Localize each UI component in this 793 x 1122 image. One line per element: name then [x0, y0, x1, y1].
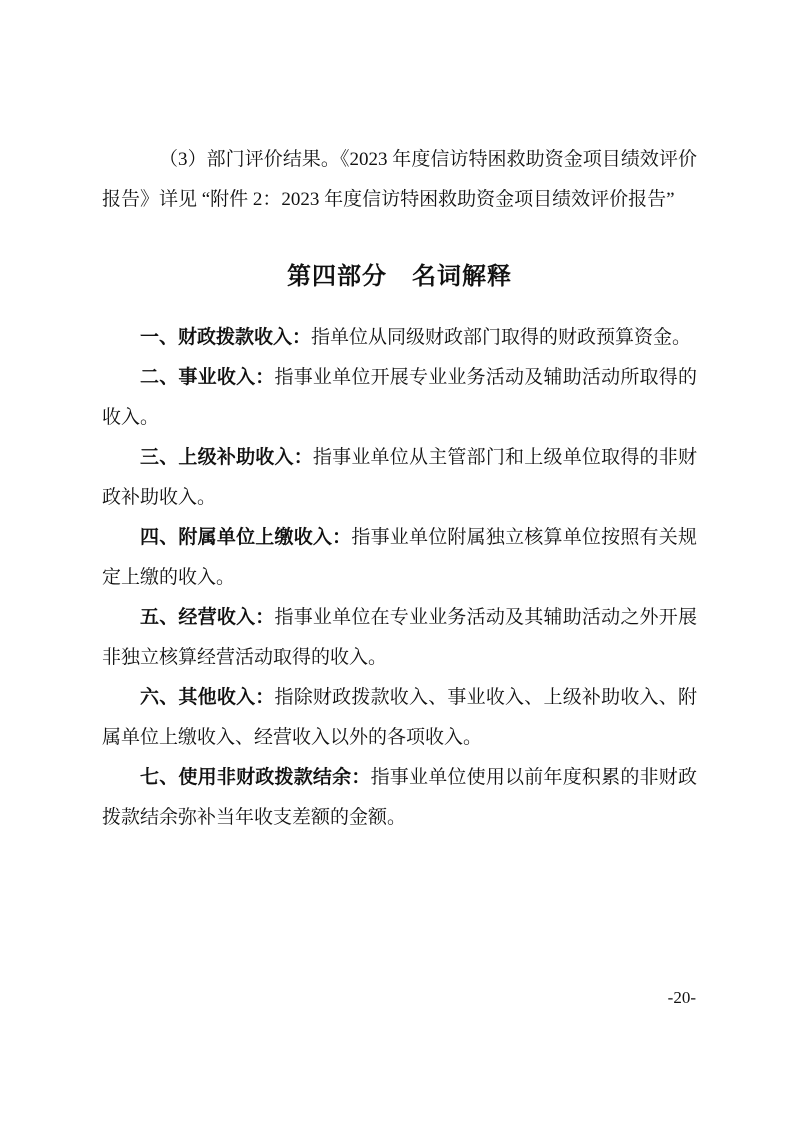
- section-heading: 第四部分 名词解释: [287, 263, 512, 290]
- term-name: 四、附属单位上缴收入：: [140, 527, 352, 548]
- term-item-3: [102, 438, 697, 518]
- term-item-1: [102, 318, 697, 358]
- term-definition: 指事业单位在专业业务活动及其辅助活动之外开展非独立核算经营活动取得的收入。: [102, 607, 697, 668]
- term-name: 五、经营收入：: [140, 607, 275, 628]
- term-name: 二、事业收入：: [140, 367, 275, 388]
- term-definition: 指除财政拨款收入、事业收入、上级补助收入、附属单位上缴收入、经营收入以外的各项收入。: [102, 687, 697, 748]
- term-name: 三、上级补助收入：: [140, 447, 313, 468]
- term-name: 七、使用非财政拨款结余：: [140, 767, 371, 788]
- term-item-2: [102, 358, 697, 438]
- terms-list: [102, 318, 697, 838]
- term-definition: 指单位从同级财政部门取得的财政预算资金。: [311, 327, 692, 348]
- term-item-6: [102, 678, 697, 758]
- term-definition: 指事业单位从主管部门和上级单位取得的非财政补助收入。: [102, 447, 697, 508]
- page-content: [102, 0, 697, 838]
- term-name: 一、财政拨款收入：: [140, 327, 312, 348]
- term-definition: 指事业单位附属独立核算单位按照有关规定上缴的收入。: [102, 527, 697, 588]
- term-definition: 指事业单位使用以前年度积累的非财政拨款结余弥补当年收支差额的金额。: [102, 767, 697, 828]
- term-item-7: [102, 758, 697, 838]
- term-definition: 指事业单位开展专业业务活动及辅助活动所取得的收入。: [102, 367, 697, 428]
- term-name: 六、其他收入：: [140, 687, 275, 708]
- page-number: -20-: [667, 988, 696, 1007]
- term-item-4: [102, 518, 697, 598]
- intro-paragraph: （3）部门评价结果。《2023 年度信访特困救助资金项目绩效评价报告》详见 “附件 2：2023 年度信访特困救助资金项目绩效评价报告”: [102, 149, 697, 210]
- term-item-5: [102, 598, 697, 678]
